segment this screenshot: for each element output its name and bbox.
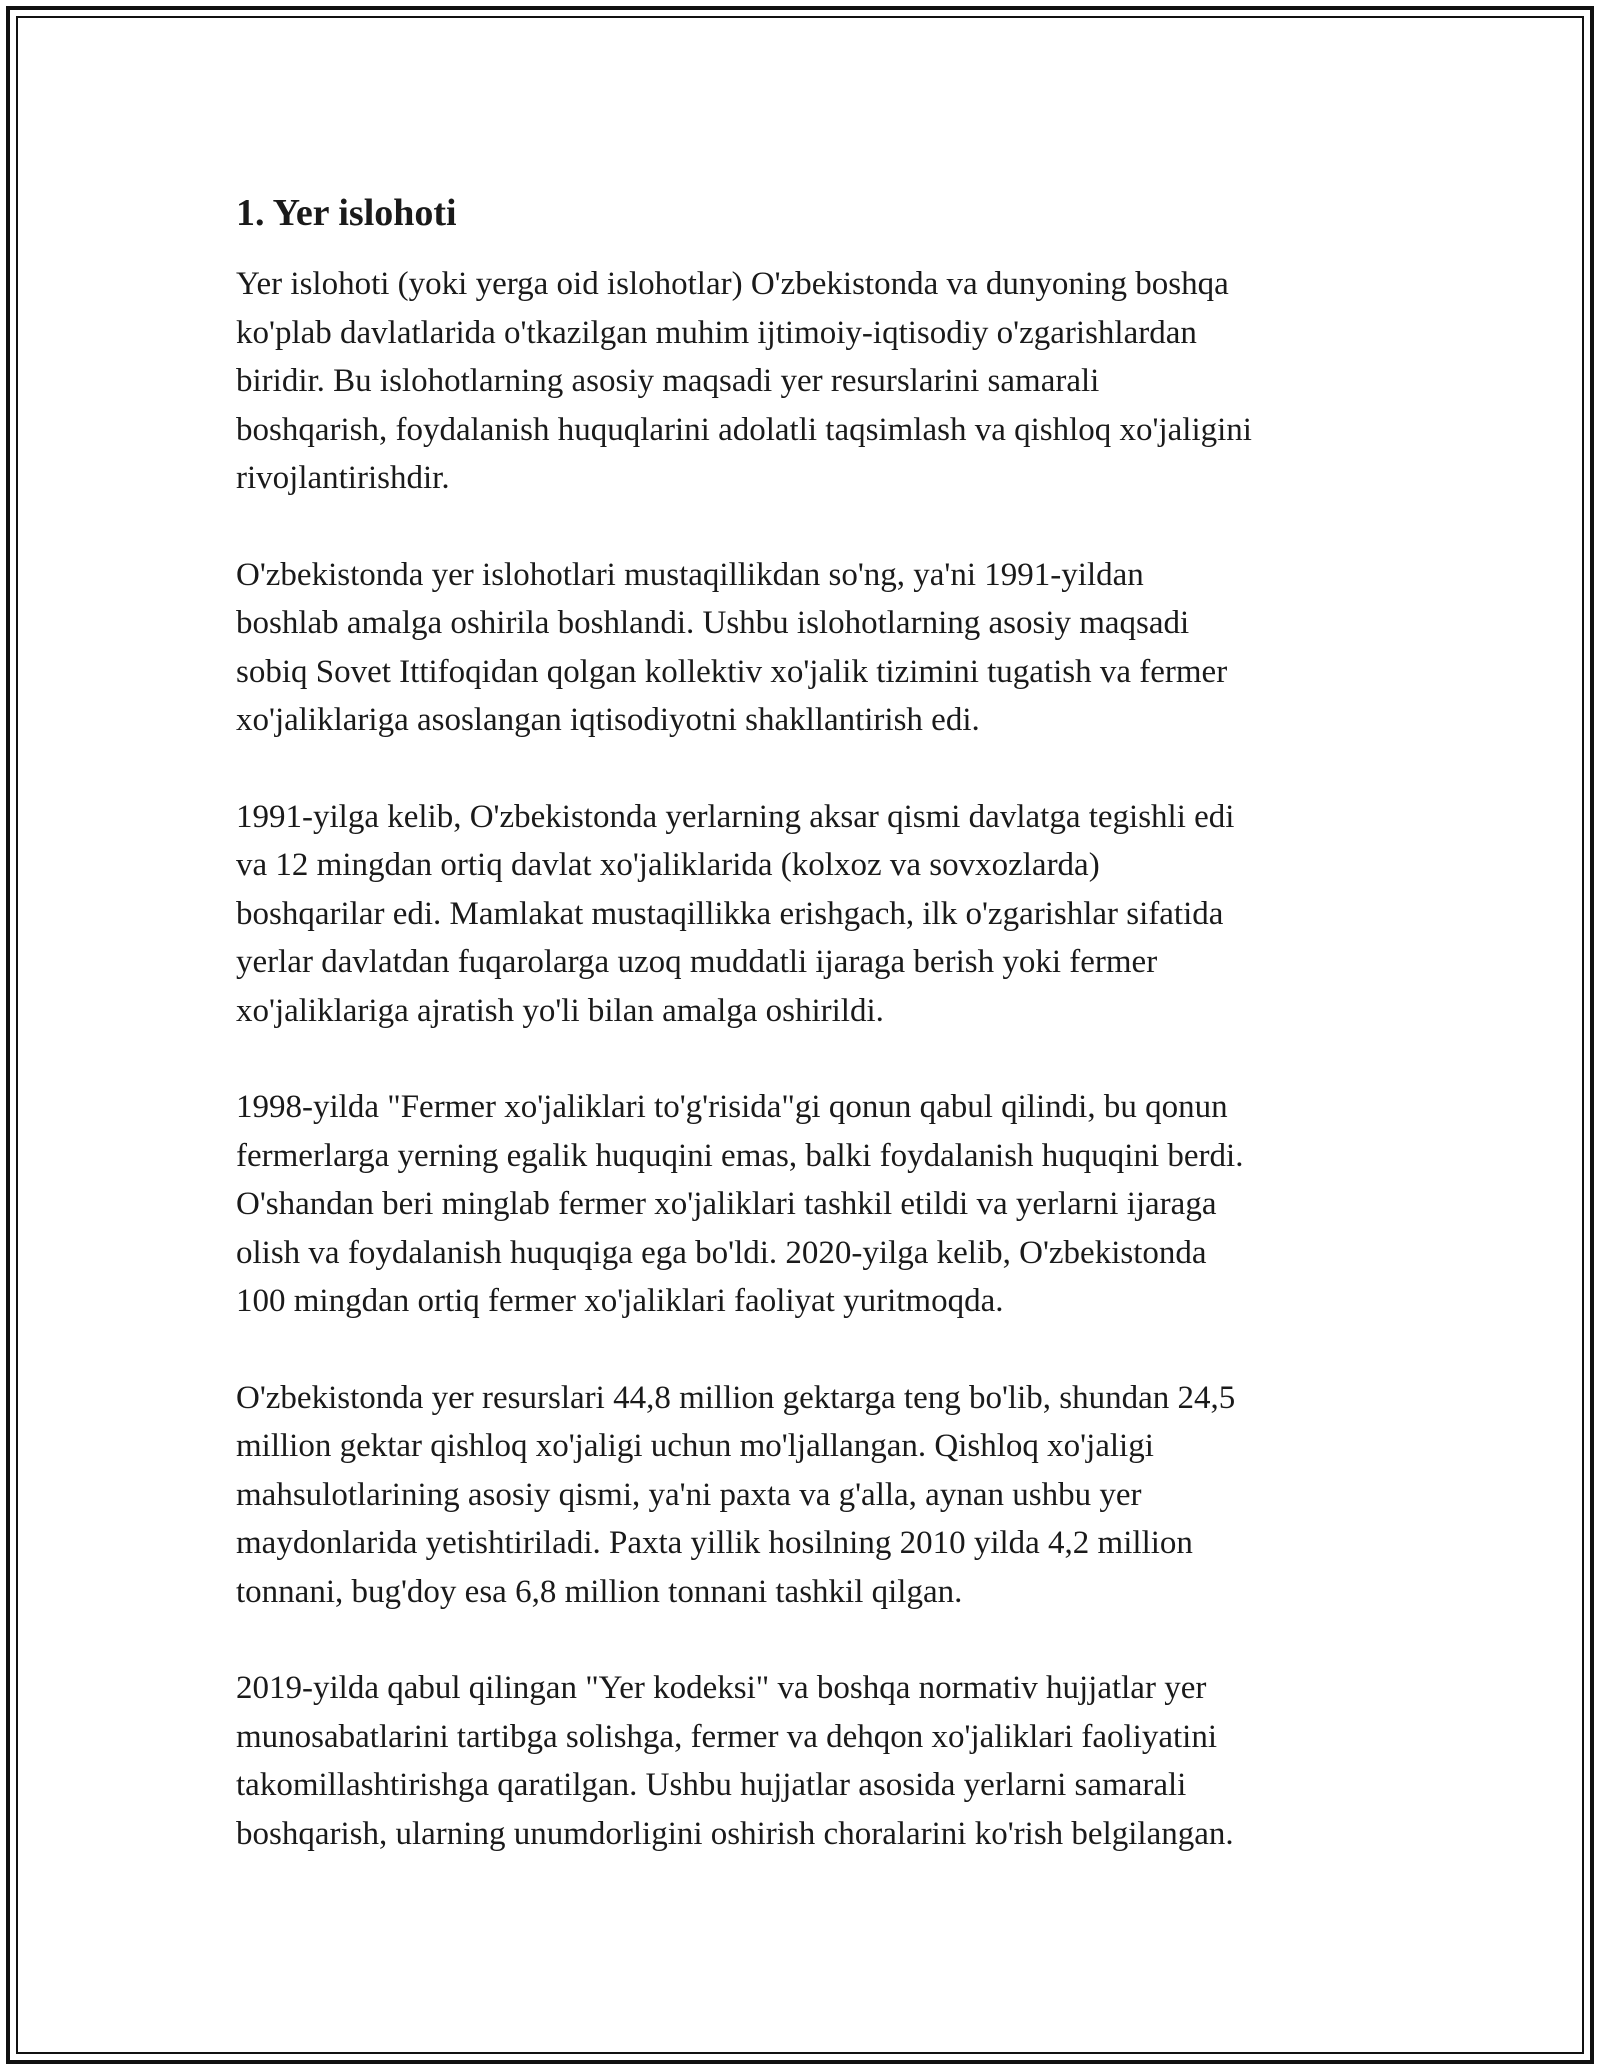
paragraph-line: mahsulotlarining asosiy qismi, ya'ni paxta va g'alla, aynan ushbu yer (236, 1476, 1142, 1513)
paragraph-line: boshqarish, foydalanish huquqlarini adolatli taqsimlash va qishloq xo'jaligini (236, 411, 1252, 448)
paragraph-line: biridir. Bu islohotlarning asosiy maqsadi yer resurslarini samarali (236, 363, 1100, 399)
paragraph-line: 100 mingdan ortiq fermer xo'jaliklari faoliyat yuritmoqda. (236, 1283, 1004, 1319)
paragraph-line: takomillashtirishga qaratilgan. Ushbu hujjatlar asosida yerlarni samarali (236, 1767, 1187, 1803)
paragraph (236, 1083, 1386, 1326)
paragraph (236, 1664, 1386, 1858)
paragraph-line: O'shandan beri minglab fermer xo'jaliklari tashkil etildi va yerlarni ijaraga (236, 1186, 1217, 1222)
paragraph-line: maydonlarida yetishtiriladi. Paxta yillik hosilning 2010 yilda 4,2 million (236, 1525, 1193, 1561)
paragraph-line: rivojlantirishdir. (236, 460, 450, 496)
paragraph-line: sobiq Sovet Ittifoqidan qolgan kollektiv xo'jalik tizimini tugatish va fermer (236, 653, 1228, 690)
paragraph-line: 1991-yilga kelib, O'zbekistonda yerlarning aksar qismi davlatga tegishli edi (236, 798, 1235, 835)
paragraph-line: O'zbekistonda yer islohotlari mustaqillikdan so'ng, ya'ni 1991-yildan (236, 556, 1144, 593)
paragraph-line: 1998-yilda "Fermer xo'jaliklari to'g'risida"gi qonun qabul qilindi, bu qonun (236, 1089, 1228, 1125)
document-body (236, 190, 1386, 1906)
paragraph-line: fermerlarga yerning egalik huquqini emas, balki foydalanish huquqini berdi. (236, 1137, 1244, 1174)
paragraph (236, 793, 1386, 1036)
paragraph-line: xo'jaliklariga asoslangan iqtisodiyotni shakllantirish edi. (236, 702, 980, 738)
paragraph-line: va 12 mingdan ortiq davlat xo'jaliklarida (kolxoz va sovxozlarda) (236, 847, 1100, 883)
paragraph-line: boshqarilar edi. Mamlakat mustaqillikka erishgach, ilk o'zgarishlar sifatida (236, 895, 1224, 932)
paragraph-line: million gektar qishloq xo'jaligi uchun mo'ljallangan. Qishloq xo'jaligi (236, 1428, 1154, 1464)
paragraph-line: yerlar davlatdan fuqarolarga uzoq muddatli ijaraga berish yoki fermer (236, 944, 1158, 980)
paragraph (236, 260, 1386, 503)
paragraph-line: boshlab amalga oshirila boshlandi. Ushbu islohotlarning asosiy maqsadi (236, 605, 1190, 641)
paragraph-line: xo'jaliklariga ajratish yo'li bilan amalga oshirildi. (236, 992, 884, 1029)
paragraph-line: olish va foydalanish huquqiga ega bo'ldi. 2020-yilga kelib, O'zbekistonda (236, 1234, 1207, 1271)
paragraph-line: boshqarish, ularning unumdorligini oshirish choralarini ko'rish belgilangan. (236, 1815, 1234, 1852)
paragraph-line: 2019-yilda qabul qilingan "Yer kodeksi" va boshqa normativ hujjatlar yer (236, 1670, 1207, 1706)
paragraph-line: tonnani, bug'doy esa 6,8 million tonnani tashkil qilgan. (236, 1573, 963, 1610)
section-heading: 1. Yer islohoti (236, 192, 457, 234)
paragraph (236, 551, 1386, 745)
paragraph-line: Yer islohoti (yoki yerga oid islohotlar) O'zbekistonda va dunyoning boshqa (236, 266, 1229, 302)
paragraph-list (236, 260, 1386, 1858)
paragraph-line: O'zbekistonda yer resurslari 44,8 million gektarga teng bo'lib, shundan 24,5 (236, 1379, 1236, 1416)
paragraph-line: ko'plab davlatlarida o'tkazilgan muhim ijtimoiy-iqtisodiy o'zgarishlardan (236, 314, 1197, 351)
paragraph-line: munosabatlarini tartibga solishga, fermer va dehqon xo'jaliklari faoliyatini (236, 1718, 1217, 1755)
paragraph (236, 1374, 1386, 1617)
